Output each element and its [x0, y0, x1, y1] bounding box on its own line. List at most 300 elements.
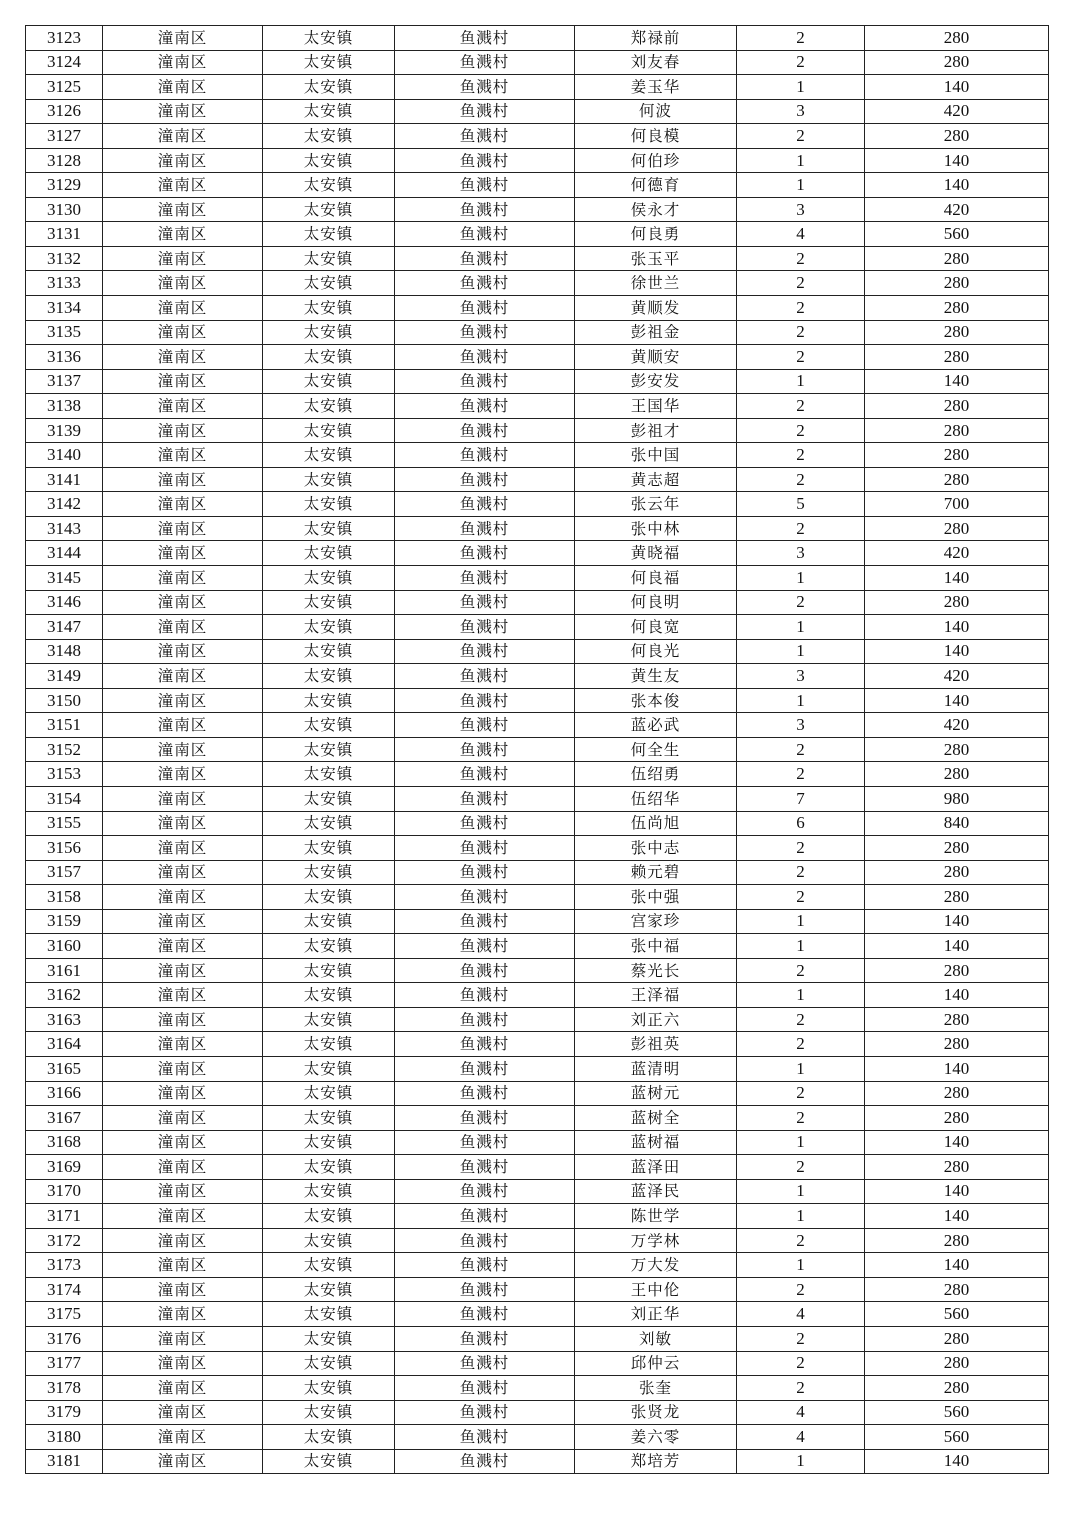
amount-cell: 700 — [865, 492, 1049, 517]
amount-cell: 280 — [865, 1376, 1049, 1401]
village-cell: 鱼溅村 — [395, 516, 575, 541]
district-cell: 潼南区 — [103, 1106, 263, 1131]
village-cell: 鱼溅村 — [395, 688, 575, 713]
district-cell: 潼南区 — [103, 369, 263, 394]
name-cell: 何德育 — [575, 173, 737, 198]
name-cell: 赖元碧 — [575, 860, 737, 885]
table-row — [26, 1400, 1049, 1425]
serial-number-cell: 3163 — [26, 1007, 103, 1032]
name-cell: 彭安发 — [575, 369, 737, 394]
amount-cell: 420 — [865, 197, 1049, 222]
district-cell: 潼南区 — [103, 1130, 263, 1155]
serial-number-cell: 3134 — [26, 296, 103, 321]
count-cell: 2 — [737, 1007, 865, 1032]
table-row — [26, 1351, 1049, 1376]
table-row — [26, 394, 1049, 419]
village-cell: 鱼溅村 — [395, 320, 575, 345]
table-row — [26, 664, 1049, 689]
name-cell: 郑培芳 — [575, 1449, 737, 1474]
table-row — [26, 566, 1049, 591]
table-row — [26, 639, 1049, 664]
town-cell: 太安镇 — [263, 418, 395, 443]
district-cell: 潼南区 — [103, 1228, 263, 1253]
name-cell: 张中强 — [575, 885, 737, 910]
table-row — [26, 934, 1049, 959]
table-row — [26, 615, 1049, 640]
count-cell: 1 — [737, 1130, 865, 1155]
village-cell: 鱼溅村 — [395, 173, 575, 198]
serial-number-cell: 3179 — [26, 1400, 103, 1425]
count-cell: 3 — [737, 713, 865, 738]
amount-cell: 140 — [865, 1056, 1049, 1081]
village-cell: 鱼溅村 — [395, 75, 575, 100]
serial-number-cell: 3155 — [26, 811, 103, 836]
amount-cell: 280 — [865, 1277, 1049, 1302]
village-cell: 鱼溅村 — [395, 1400, 575, 1425]
name-cell: 刘正华 — [575, 1302, 737, 1327]
village-cell: 鱼溅村 — [395, 296, 575, 321]
village-cell: 鱼溅村 — [395, 1179, 575, 1204]
serial-number-cell: 3138 — [26, 394, 103, 419]
serial-number-cell: 3152 — [26, 737, 103, 762]
table-row — [26, 1106, 1049, 1131]
table-row — [26, 1228, 1049, 1253]
town-cell: 太安镇 — [263, 1277, 395, 1302]
name-cell: 蓝清明 — [575, 1056, 737, 1081]
village-cell: 鱼溅村 — [395, 1302, 575, 1327]
village-cell: 鱼溅村 — [395, 197, 575, 222]
name-cell: 何良光 — [575, 639, 737, 664]
serial-number-cell: 3133 — [26, 271, 103, 296]
name-cell: 彭祖金 — [575, 320, 737, 345]
serial-number-cell: 3136 — [26, 345, 103, 370]
amount-cell: 560 — [865, 1400, 1049, 1425]
count-cell: 6 — [737, 811, 865, 836]
district-cell: 潼南区 — [103, 639, 263, 664]
serial-number-cell: 3162 — [26, 983, 103, 1008]
amount-cell: 280 — [865, 1326, 1049, 1351]
village-cell: 鱼溅村 — [395, 958, 575, 983]
count-cell: 2 — [737, 296, 865, 321]
count-cell: 2 — [737, 1081, 865, 1106]
village-cell: 鱼溅村 — [395, 1228, 575, 1253]
serial-number-cell: 3165 — [26, 1056, 103, 1081]
table-row — [26, 345, 1049, 370]
table-row — [26, 418, 1049, 443]
village-cell: 鱼溅村 — [395, 1056, 575, 1081]
table-row — [26, 1130, 1049, 1155]
count-cell: 2 — [737, 467, 865, 492]
count-cell: 2 — [737, 26, 865, 51]
table-row — [26, 885, 1049, 910]
count-cell: 1 — [737, 983, 865, 1008]
table-row — [26, 443, 1049, 468]
village-cell: 鱼溅村 — [395, 271, 575, 296]
village-cell: 鱼溅村 — [395, 1351, 575, 1376]
amount-cell: 140 — [865, 1130, 1049, 1155]
town-cell: 太安镇 — [263, 1253, 395, 1278]
amount-cell: 140 — [865, 173, 1049, 198]
district-cell: 潼南区 — [103, 615, 263, 640]
count-cell: 2 — [737, 345, 865, 370]
district-cell: 潼南区 — [103, 75, 263, 100]
serial-number-cell: 3175 — [26, 1302, 103, 1327]
count-cell: 3 — [737, 541, 865, 566]
count-cell: 1 — [737, 1253, 865, 1278]
table-row — [26, 197, 1049, 222]
district-cell: 潼南区 — [103, 492, 263, 517]
name-cell: 何良模 — [575, 124, 737, 149]
amount-cell: 280 — [865, 1032, 1049, 1057]
name-cell: 张中志 — [575, 836, 737, 861]
serial-number-cell: 3156 — [26, 836, 103, 861]
town-cell: 太安镇 — [263, 1179, 395, 1204]
serial-number-cell: 3154 — [26, 786, 103, 811]
amount-cell: 560 — [865, 1425, 1049, 1450]
district-cell: 潼南区 — [103, 541, 263, 566]
name-cell: 伍尚旭 — [575, 811, 737, 836]
count-cell: 2 — [737, 836, 865, 861]
town-cell: 太安镇 — [263, 1449, 395, 1474]
district-cell: 潼南区 — [103, 1425, 263, 1450]
name-cell: 刘友春 — [575, 50, 737, 75]
count-cell: 2 — [737, 1155, 865, 1180]
town-cell: 太安镇 — [263, 271, 395, 296]
count-cell: 2 — [737, 246, 865, 271]
count-cell: 1 — [737, 148, 865, 173]
count-cell: 1 — [737, 909, 865, 934]
count-cell: 2 — [737, 418, 865, 443]
village-cell: 鱼溅村 — [395, 369, 575, 394]
count-cell: 2 — [737, 590, 865, 615]
amount-cell: 140 — [865, 369, 1049, 394]
village-cell: 鱼溅村 — [395, 99, 575, 124]
district-cell: 潼南区 — [103, 173, 263, 198]
village-cell: 鱼溅村 — [395, 1081, 575, 1106]
village-cell: 鱼溅村 — [395, 615, 575, 640]
amount-cell: 140 — [865, 1253, 1049, 1278]
village-cell: 鱼溅村 — [395, 148, 575, 173]
town-cell: 太安镇 — [263, 1155, 395, 1180]
amount-cell: 280 — [865, 50, 1049, 75]
count-cell: 1 — [737, 173, 865, 198]
district-cell: 潼南区 — [103, 99, 263, 124]
table-row — [26, 246, 1049, 271]
village-cell: 鱼溅村 — [395, 222, 575, 247]
serial-number-cell: 3145 — [26, 566, 103, 591]
serial-number-cell: 3151 — [26, 713, 103, 738]
count-cell: 1 — [737, 566, 865, 591]
table-row — [26, 296, 1049, 321]
serial-number-cell: 3172 — [26, 1228, 103, 1253]
amount-cell: 140 — [865, 75, 1049, 100]
district-cell: 潼南区 — [103, 443, 263, 468]
name-cell: 刘敏 — [575, 1326, 737, 1351]
district-cell: 潼南区 — [103, 197, 263, 222]
village-cell: 鱼溅村 — [395, 811, 575, 836]
village-cell: 鱼溅村 — [395, 566, 575, 591]
count-cell: 2 — [737, 394, 865, 419]
district-cell: 潼南区 — [103, 1449, 263, 1474]
amount-cell: 280 — [865, 246, 1049, 271]
name-cell: 张中国 — [575, 443, 737, 468]
name-cell: 蓝树全 — [575, 1106, 737, 1131]
village-cell: 鱼溅村 — [395, 26, 575, 51]
amount-cell: 420 — [865, 541, 1049, 566]
table-row — [26, 50, 1049, 75]
serial-number-cell: 3157 — [26, 860, 103, 885]
village-cell: 鱼溅村 — [395, 909, 575, 934]
amount-cell: 280 — [865, 836, 1049, 861]
district-cell: 潼南区 — [103, 983, 263, 1008]
district-cell: 潼南区 — [103, 1376, 263, 1401]
town-cell: 太安镇 — [263, 124, 395, 149]
serial-number-cell: 3176 — [26, 1326, 103, 1351]
town-cell: 太安镇 — [263, 541, 395, 566]
count-cell: 2 — [737, 762, 865, 787]
table-row — [26, 516, 1049, 541]
amount-cell: 140 — [865, 909, 1049, 934]
district-cell: 潼南区 — [103, 1204, 263, 1229]
town-cell: 太安镇 — [263, 786, 395, 811]
town-cell: 太安镇 — [263, 1228, 395, 1253]
serial-number-cell: 3131 — [26, 222, 103, 247]
amount-cell: 280 — [865, 271, 1049, 296]
village-cell: 鱼溅村 — [395, 664, 575, 689]
count-cell: 2 — [737, 516, 865, 541]
village-cell: 鱼溅村 — [395, 1007, 575, 1032]
village-cell: 鱼溅村 — [395, 1106, 575, 1131]
serial-number-cell: 3139 — [26, 418, 103, 443]
count-cell: 4 — [737, 1302, 865, 1327]
serial-number-cell: 3127 — [26, 124, 103, 149]
table-row — [26, 1007, 1049, 1032]
table-row — [26, 1376, 1049, 1401]
amount-cell: 560 — [865, 222, 1049, 247]
village-cell: 鱼溅村 — [395, 492, 575, 517]
district-cell: 潼南区 — [103, 124, 263, 149]
town-cell: 太安镇 — [263, 934, 395, 959]
village-cell: 鱼溅村 — [395, 467, 575, 492]
district-cell: 潼南区 — [103, 1032, 263, 1057]
district-cell: 潼南区 — [103, 786, 263, 811]
name-cell: 万学林 — [575, 1228, 737, 1253]
name-cell: 侯永才 — [575, 197, 737, 222]
serial-number-cell: 3146 — [26, 590, 103, 615]
district-cell: 潼南区 — [103, 885, 263, 910]
town-cell: 太安镇 — [263, 1106, 395, 1131]
district-cell: 潼南区 — [103, 860, 263, 885]
amount-cell: 140 — [865, 934, 1049, 959]
table-row — [26, 369, 1049, 394]
town-cell: 太安镇 — [263, 75, 395, 100]
name-cell: 蓝树福 — [575, 1130, 737, 1155]
count-cell: 2 — [737, 1277, 865, 1302]
name-cell: 邱仲云 — [575, 1351, 737, 1376]
table-row — [26, 1081, 1049, 1106]
amount-cell: 280 — [865, 1228, 1049, 1253]
town-cell: 太安镇 — [263, 1204, 395, 1229]
serial-number-cell: 3170 — [26, 1179, 103, 1204]
serial-number-cell: 3141 — [26, 467, 103, 492]
town-cell: 太安镇 — [263, 811, 395, 836]
serial-number-cell: 3123 — [26, 26, 103, 51]
serial-number-cell: 3159 — [26, 909, 103, 934]
name-cell: 彭祖才 — [575, 418, 737, 443]
village-cell: 鱼溅村 — [395, 541, 575, 566]
name-cell: 蓝泽民 — [575, 1179, 737, 1204]
table-row — [26, 1155, 1049, 1180]
name-cell: 张中林 — [575, 516, 737, 541]
table-row — [26, 688, 1049, 713]
name-cell: 王泽福 — [575, 983, 737, 1008]
district-cell: 潼南区 — [103, 1277, 263, 1302]
name-cell: 何良福 — [575, 566, 737, 591]
town-cell: 太安镇 — [263, 860, 395, 885]
amount-cell: 280 — [865, 296, 1049, 321]
village-cell: 鱼溅村 — [395, 860, 575, 885]
count-cell: 1 — [737, 639, 865, 664]
serial-number-cell: 3130 — [26, 197, 103, 222]
table-row — [26, 75, 1049, 100]
amount-cell: 280 — [865, 1351, 1049, 1376]
town-cell: 太安镇 — [263, 50, 395, 75]
amount-cell: 140 — [865, 688, 1049, 713]
district-cell: 潼南区 — [103, 1302, 263, 1327]
district-cell: 潼南区 — [103, 271, 263, 296]
amount-cell: 140 — [865, 615, 1049, 640]
count-cell: 4 — [737, 1400, 865, 1425]
amount-cell: 420 — [865, 664, 1049, 689]
village-cell: 鱼溅村 — [395, 1376, 575, 1401]
name-cell: 姜六零 — [575, 1425, 737, 1450]
district-cell: 潼南区 — [103, 713, 263, 738]
district-cell: 潼南区 — [103, 811, 263, 836]
village-cell: 鱼溅村 — [395, 885, 575, 910]
serial-number-cell: 3124 — [26, 50, 103, 75]
table-row — [26, 836, 1049, 861]
town-cell: 太安镇 — [263, 1376, 395, 1401]
count-cell: 1 — [737, 1204, 865, 1229]
table-row — [26, 1032, 1049, 1057]
table-row — [26, 148, 1049, 173]
serial-number-cell: 3144 — [26, 541, 103, 566]
count-cell: 5 — [737, 492, 865, 517]
amount-cell: 140 — [865, 148, 1049, 173]
count-cell: 2 — [737, 124, 865, 149]
district-cell: 潼南区 — [103, 762, 263, 787]
town-cell: 太安镇 — [263, 1425, 395, 1450]
count-cell: 1 — [737, 1056, 865, 1081]
amount-cell: 280 — [865, 516, 1049, 541]
count-cell: 2 — [737, 958, 865, 983]
table-row — [26, 1326, 1049, 1351]
count-cell: 1 — [737, 1449, 865, 1474]
amount-cell: 140 — [865, 983, 1049, 1008]
serial-number-cell: 3167 — [26, 1106, 103, 1131]
count-cell: 2 — [737, 271, 865, 296]
district-cell: 潼南区 — [103, 1007, 263, 1032]
amount-cell: 840 — [865, 811, 1049, 836]
town-cell: 太安镇 — [263, 1081, 395, 1106]
town-cell: 太安镇 — [263, 320, 395, 345]
amount-cell: 280 — [865, 1007, 1049, 1032]
village-cell: 鱼溅村 — [395, 443, 575, 468]
name-cell: 黄顺发 — [575, 296, 737, 321]
name-cell: 万大发 — [575, 1253, 737, 1278]
amount-cell: 280 — [865, 958, 1049, 983]
amount-cell: 140 — [865, 1179, 1049, 1204]
district-cell: 潼南区 — [103, 1155, 263, 1180]
name-cell: 王中伦 — [575, 1277, 737, 1302]
district-cell: 潼南区 — [103, 467, 263, 492]
village-cell: 鱼溅村 — [395, 713, 575, 738]
table-row — [26, 1179, 1049, 1204]
village-cell: 鱼溅村 — [395, 762, 575, 787]
table-row — [26, 1302, 1049, 1327]
amount-cell: 140 — [865, 1204, 1049, 1229]
district-cell: 潼南区 — [103, 737, 263, 762]
town-cell: 太安镇 — [263, 296, 395, 321]
village-cell: 鱼溅村 — [395, 1449, 575, 1474]
name-cell: 陈世学 — [575, 1204, 737, 1229]
town-cell: 太安镇 — [263, 566, 395, 591]
serial-number-cell: 3160 — [26, 934, 103, 959]
name-cell: 徐世兰 — [575, 271, 737, 296]
count-cell: 2 — [737, 1032, 865, 1057]
district-cell: 潼南区 — [103, 934, 263, 959]
district-cell: 潼南区 — [103, 345, 263, 370]
count-cell: 2 — [737, 737, 865, 762]
serial-number-cell: 3174 — [26, 1277, 103, 1302]
amount-cell: 280 — [865, 1155, 1049, 1180]
name-cell: 伍绍华 — [575, 786, 737, 811]
district-cell: 潼南区 — [103, 664, 263, 689]
village-cell: 鱼溅村 — [395, 639, 575, 664]
count-cell: 2 — [737, 1228, 865, 1253]
name-cell: 郑禄前 — [575, 26, 737, 51]
serial-number-cell: 3177 — [26, 1351, 103, 1376]
district-cell: 潼南区 — [103, 1253, 263, 1278]
town-cell: 太安镇 — [263, 615, 395, 640]
name-cell: 黄顺安 — [575, 345, 737, 370]
table-row — [26, 222, 1049, 247]
town-cell: 太安镇 — [263, 639, 395, 664]
count-cell: 3 — [737, 664, 865, 689]
name-cell: 蓝必武 — [575, 713, 737, 738]
town-cell: 太安镇 — [263, 1400, 395, 1425]
village-cell: 鱼溅村 — [395, 737, 575, 762]
count-cell: 1 — [737, 1179, 865, 1204]
count-cell: 2 — [737, 1351, 865, 1376]
name-cell: 张中福 — [575, 934, 737, 959]
table-row — [26, 173, 1049, 198]
village-cell: 鱼溅村 — [395, 1155, 575, 1180]
town-cell: 太安镇 — [263, 492, 395, 517]
district-cell: 潼南区 — [103, 1326, 263, 1351]
village-cell: 鱼溅村 — [395, 418, 575, 443]
name-cell: 黄生友 — [575, 664, 737, 689]
serial-number-cell: 3142 — [26, 492, 103, 517]
count-cell: 4 — [737, 1425, 865, 1450]
table-row — [26, 99, 1049, 124]
table-row — [26, 983, 1049, 1008]
name-cell: 伍绍勇 — [575, 762, 737, 787]
town-cell: 太安镇 — [263, 1326, 395, 1351]
town-cell: 太安镇 — [263, 443, 395, 468]
amount-cell: 560 — [865, 1302, 1049, 1327]
table-row — [26, 909, 1049, 934]
